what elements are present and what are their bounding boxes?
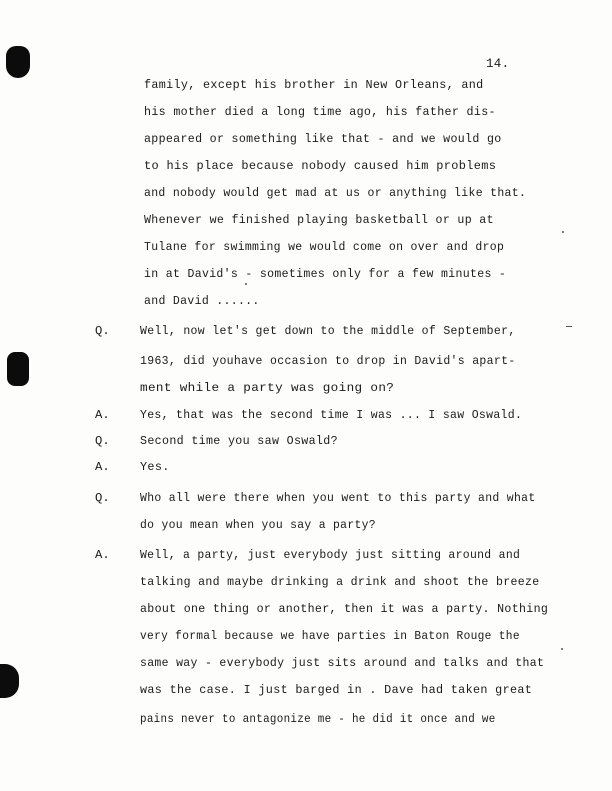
scan-speck (562, 231, 564, 233)
answer-label: A. (95, 460, 110, 474)
transcript-line: and David ...... (144, 294, 260, 308)
page-number: 14. (486, 57, 510, 71)
transcript-line: Well, now let's get down to the middle of September, (140, 324, 516, 338)
transcript-line: Who all were there when you went to this party and what (140, 491, 536, 505)
transcript-line: about one thing or another, then it was a party. Nothing (140, 602, 549, 616)
transcript-line: same way - everybody just sits around and talks and that (140, 656, 545, 670)
transcript-line: 1963, did youhave occasion to drop in David's apart- (140, 354, 516, 368)
transcript-line: was the case. I just barged in . Dave had taken great (140, 683, 533, 697)
transcript-line: appeared or something like that - and we would go (144, 132, 502, 146)
answer-label: A. (95, 408, 110, 422)
transcript-line: in at David's - sometimes only for a few minutes - (144, 267, 507, 281)
scan-speck (561, 648, 563, 650)
punch-hole-bottom (0, 664, 19, 698)
transcript-line: Well, a party, just everybody just sitting around and (140, 548, 521, 562)
transcript-line: to his place because nobody caused him problems (144, 159, 497, 173)
transcript-line: Yes, that was the second time I was ... I saw Oswald. (140, 408, 523, 422)
transcript-line: talking and maybe drinking a drink and shoot the breeze (140, 575, 540, 589)
punch-hole-top (6, 46, 30, 78)
transcript-line: do you mean when you say a party? (140, 518, 376, 532)
transcript-line: very formal because we have parties in Baton Rouge the (140, 629, 520, 643)
transcript-line: Tulane for swimming we would come on over and drop (144, 240, 505, 254)
transcript-line: family, except his brother in New Orleans, and (144, 78, 484, 92)
answer-label: A. (95, 548, 110, 562)
transcript-line: ment while a party was going on? (140, 381, 395, 395)
transcript-line: Second time you saw Oswald? (140, 434, 338, 448)
punch-hole-middle (7, 352, 29, 386)
question-label: Q. (95, 434, 110, 448)
transcript-line: and nobody would get mad at us or anything like that. (144, 186, 527, 200)
scan-speck (245, 283, 247, 285)
scan-speck (566, 326, 572, 327)
transcript-line: pains never to antagonize me - he did it once and we (140, 712, 496, 726)
transcript-line: his mother died a long time ago, his father dis- (144, 105, 496, 119)
question-label: Q. (95, 324, 110, 338)
transcript-line: Whenever we finished playing basketball or up at (144, 213, 494, 227)
transcript-line: Yes. (140, 460, 170, 474)
question-label: Q. (95, 491, 110, 505)
